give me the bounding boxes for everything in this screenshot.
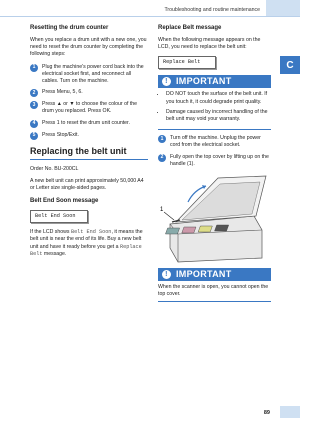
important-label: IMPORTANT	[176, 268, 232, 279]
important-label: IMPORTANT	[176, 76, 232, 87]
lcd-display: Replace Belt	[158, 56, 216, 69]
important-body	[158, 281, 271, 302]
header-accent-strip	[266, 0, 300, 16]
step-text: Press ▲ or ▼ to choose the colour of the drum you replaced. Press OK.	[42, 101, 138, 115]
right-column	[158, 24, 271, 307]
reset-step	[30, 101, 148, 115]
step-number-3: 3	[30, 101, 38, 109]
chapter-tab: C	[280, 56, 300, 74]
reset-intro: When you replace a drum unit with a new one, you need to reset the drum counter by completing the following steps:	[30, 37, 147, 58]
lcd-message: Belt End Soon	[70, 229, 112, 236]
callout-label: 1	[160, 207, 164, 214]
reset-step	[30, 64, 148, 86]
replace-heading: Replace Belt message	[158, 25, 222, 31]
page-number: 89	[263, 410, 270, 416]
text-span: If the LCD shows	[30, 229, 71, 236]
replace-step	[158, 135, 271, 149]
lcd-message: Replace Belt	[30, 243, 142, 257]
printer-illustration	[158, 172, 271, 264]
important-banner	[158, 75, 271, 88]
order-number: Order No. BU-200CL	[30, 165, 79, 172]
belt-description: A new belt unit can print approximately 50,000 A4 or Letter size single-sided pages.	[30, 177, 144, 192]
belt-end-text	[30, 229, 148, 258]
reset-step	[30, 89, 148, 97]
step-text: Fully open the top cover by lifting up on the handle (1).	[170, 153, 269, 167]
left-column	[30, 24, 148, 263]
step-text: Press 1 to reset the drum unit counter.	[42, 119, 130, 126]
header-rule	[0, 16, 300, 17]
step-number-1: 1	[30, 64, 38, 72]
belt-heading: Replacing the belt unit	[30, 146, 148, 160]
printer-drawing	[158, 172, 271, 264]
text-span: , it means the belt unit is near the end of its life. Buy a new belt unit and have it ready before you get a	[30, 229, 143, 250]
belt-end-heading: Belt End Soon message	[30, 198, 99, 205]
step-text: Press Menu, 5, 6.	[42, 89, 83, 96]
important-body	[158, 88, 271, 130]
lcd-display: Belt End Soon	[30, 210, 88, 223]
exclamation-icon: !	[162, 270, 171, 279]
step-number-2: 2	[158, 154, 166, 162]
step-number-2: 2	[30, 89, 38, 97]
important-banner	[158, 268, 271, 281]
step-text: Turn off the machine. Unplug the power cord from the electrical socket.	[170, 135, 261, 149]
step-text: Plug the machine's power cord back into the electrical socket first, and reconnect all cables. Turn on the machine.	[42, 63, 144, 85]
footer-accent	[280, 406, 300, 418]
reset-step	[30, 120, 148, 128]
important-text: When the scanner is open, you cannot open the top cover.	[158, 284, 269, 298]
step-number-4: 4	[30, 120, 38, 128]
step-number-1: 1	[158, 135, 166, 143]
step-number-5: 5	[30, 132, 38, 140]
step-text: Press Stop/Exit.	[42, 131, 79, 138]
text-span: message.	[42, 250, 67, 257]
running-header: Troubleshooting and routine maintenance	[164, 7, 260, 13]
important-item: • Damage caused by incorrect handling of the belt unit may void your warranty.	[166, 109, 271, 123]
replace-intro: When the following message appears on the LCD, you need to replace the belt unit:	[158, 37, 261, 51]
reset-heading: Resetting the drum counter	[30, 25, 109, 31]
exclamation-icon: !	[162, 77, 171, 86]
reset-step	[30, 132, 148, 140]
important-item: • DO NOT touch the surface of the belt unit. If you touch it, it could degrade print quality.	[166, 91, 271, 105]
replace-step	[158, 154, 271, 168]
